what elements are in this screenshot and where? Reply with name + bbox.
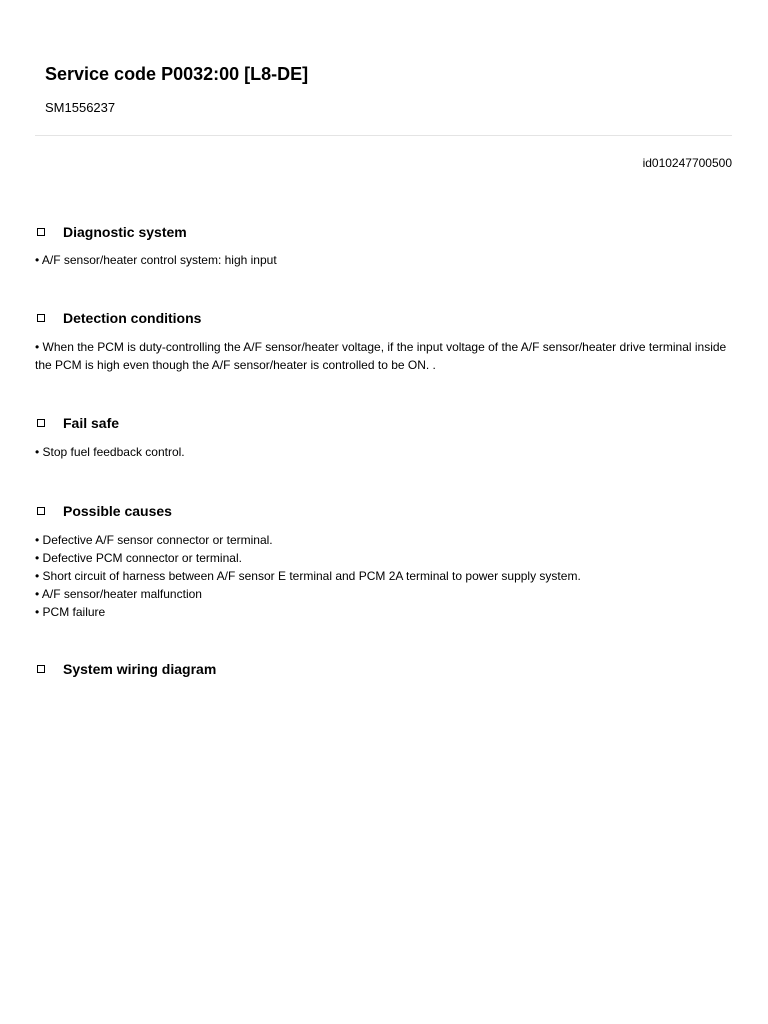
header-divider: [35, 135, 732, 136]
page-title: Service code P0032:00 [L8-DE]: [45, 64, 309, 84]
square-bullet-icon: [37, 228, 45, 236]
section-title: Detection conditions: [63, 310, 202, 326]
section-fail-safe: [35, 413, 119, 433]
fail-safe-body: [35, 443, 735, 461]
detection-conditions-body: [35, 338, 735, 374]
list-item: • Defective A/F sensor connector or terminal.: [35, 533, 273, 547]
section-title: Fail safe: [63, 415, 120, 431]
section-title: Possible causes: [63, 503, 172, 519]
possible-causes-body: [35, 531, 735, 621]
section-title: System wiring diagram: [63, 661, 217, 677]
section-possible-causes: [35, 501, 172, 521]
paragraph: • When the PCM is duty-controlling the A/F sensor/heater voltage, if the input voltage of the A/F sensor/heater drive terminal inside the PCM is high even though the A/F sensor/heater is controlled to be ON. .: [35, 340, 727, 372]
square-bullet-icon: [37, 665, 45, 673]
list-item: • Defective PCM connector or terminal.: [35, 551, 242, 565]
list-item: • Stop fuel feedback control.: [35, 445, 185, 459]
document-id: id010247700500: [642, 156, 732, 170]
section-system-wiring-diagram: [35, 659, 216, 679]
list-item: • Short circuit of harness between A/F sensor E terminal and PCM 2A terminal to power supply system.: [35, 569, 581, 583]
diagnostic-system-body: [35, 251, 735, 269]
list-item: • A/F sensor/heater malfunction: [35, 587, 202, 601]
section-title: Diagnostic system: [63, 224, 187, 240]
sm-number: SM1556237: [45, 100, 116, 115]
section-diagnostic-system: [35, 222, 187, 242]
square-bullet-icon: [37, 314, 45, 322]
list-item: • PCM failure: [35, 605, 106, 619]
square-bullet-icon: [37, 419, 45, 427]
section-detection-conditions: [35, 308, 201, 328]
square-bullet-icon: [37, 507, 45, 515]
list-item: • A/F sensor/heater control system: high input: [35, 253, 277, 267]
